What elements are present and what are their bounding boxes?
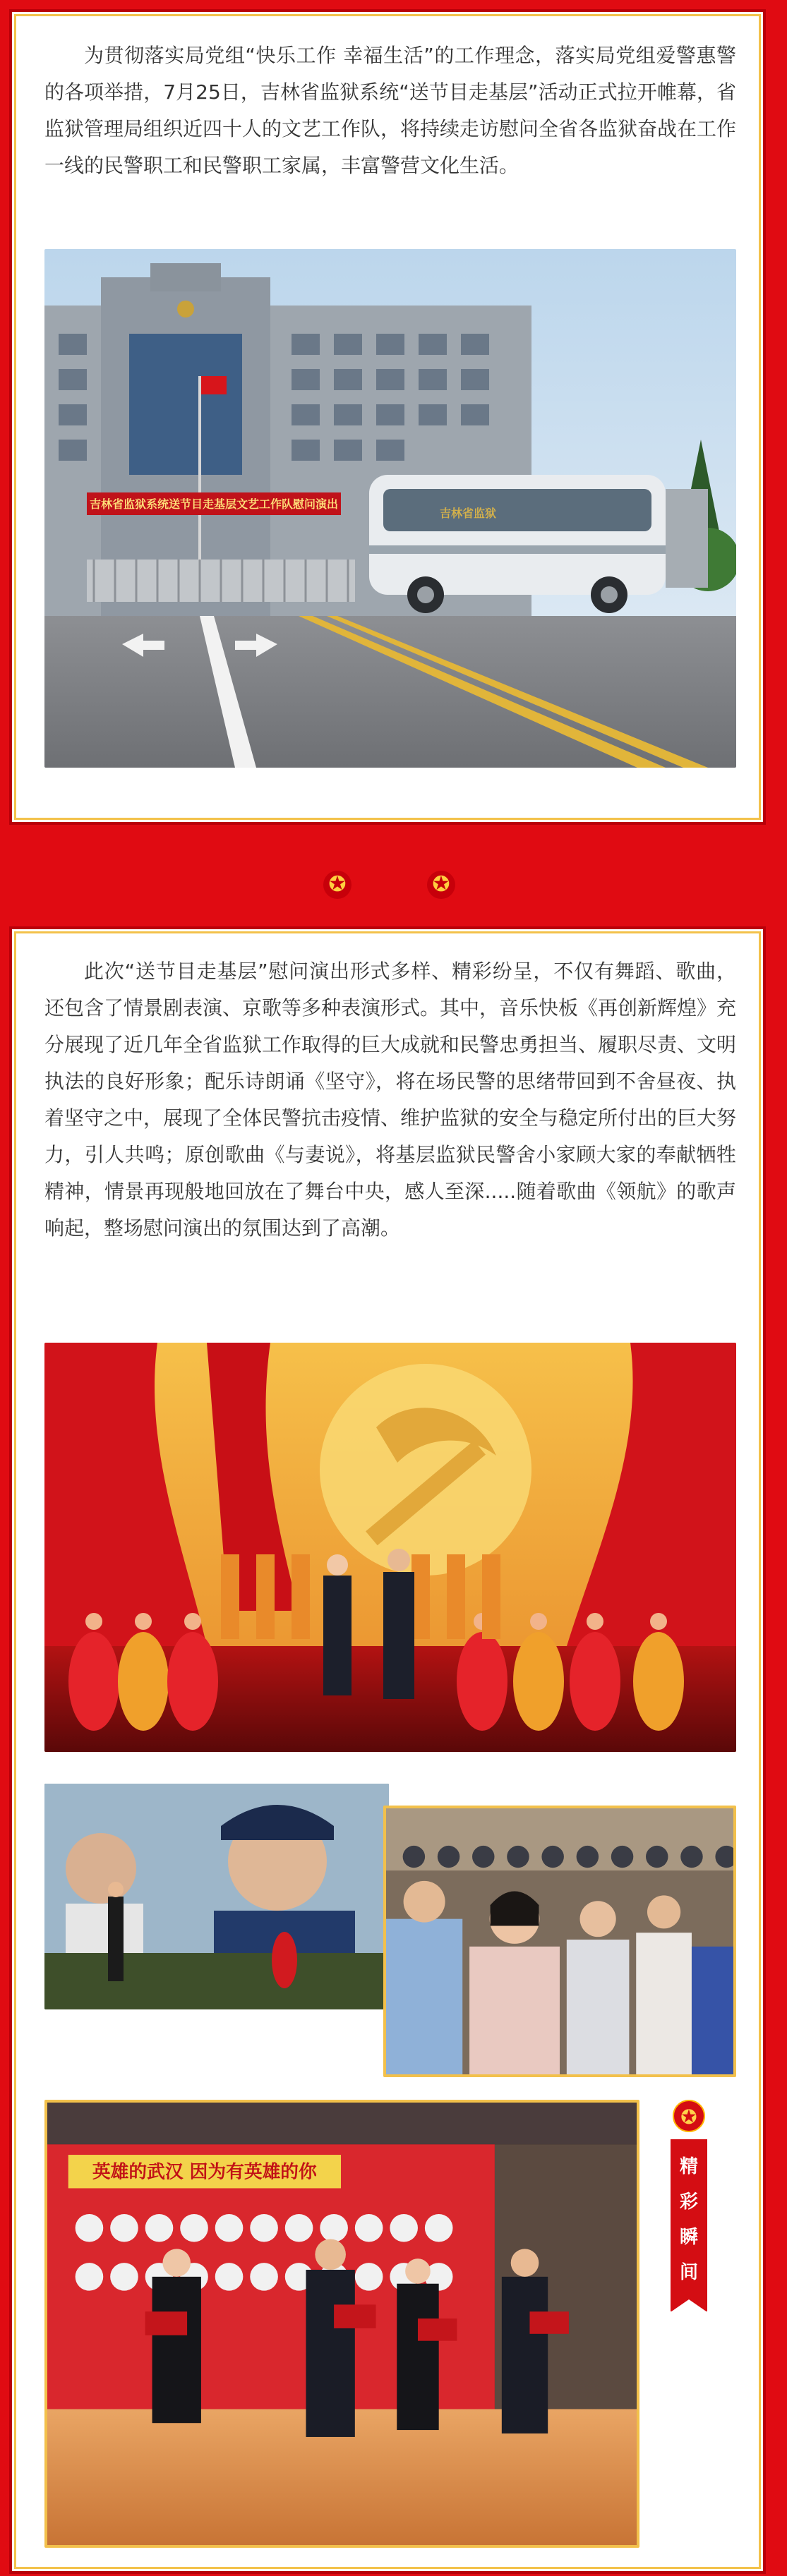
prison-building-bus-photo xyxy=(44,249,736,768)
stage-dance-photo xyxy=(44,1343,736,1752)
highlight-char: 瞬 xyxy=(679,2227,698,2248)
star-icon: ✪ xyxy=(673,2100,705,2132)
section-divider xyxy=(0,871,787,899)
recital-banner-text: 英雄的武汉 因为有英雄的你 xyxy=(92,2161,317,2183)
intro-card xyxy=(14,14,761,820)
highlight-char: 精 xyxy=(679,2156,698,2177)
star-icon: ✪ xyxy=(427,871,455,899)
recital-stage-photo xyxy=(44,2100,639,2548)
star-icon: ✪ xyxy=(323,871,352,899)
audience-photo xyxy=(383,1806,736,2077)
bus-photo-banner-text: 吉林省监狱系统送节目走基层文艺工作队慰问演出 xyxy=(89,497,339,511)
detail-card xyxy=(14,931,761,2569)
highlight-label xyxy=(671,2139,707,2311)
highlight-char: 间 xyxy=(679,2262,698,2283)
bus-side-text: 吉林省监狱 xyxy=(440,507,497,520)
highlight-char: 彩 xyxy=(679,2191,698,2213)
highlight-tag xyxy=(668,2100,710,2311)
detail-paragraph: 此次“送节目走基层”慰问演出形式多样、精彩纷呈，不仅有舞蹈、歌曲，还包含了情景剧表演、京歌等多种表演形式。其中，音乐快板《再创新辉煌》充分展现了近几年全省监狱工作取得的巨大成就和民警忠勇担当、履职尽责、文明执法的良好形象；配乐诗朗诵《坚守》，将在场民警的思绪带回到不舍昼夜、执着坚守之中，展现了全体民警抗击疫情、维护监狱的安全与稳定所付出的巨大努力，引人共鸣；原创歌曲《与妻说》，将基层监狱民警舍小家顾大家的奉献牺牲精神，情景再现般地回放在了舞台中央，感人至深.....随着歌曲《领航》的歌声响起，整场慰问演出的氛围达到了高潮。 xyxy=(44,960,737,1240)
intro-paragraph: 为贯彻落实局党组“快乐工作 幸福生活”的工作理念，落实局党组爱警惠警的各项举措，7月25日，吉林省监狱系统“送节目走基层”活动正式拉开帷幕，省监狱管理局组织近四十人的文艺工作队，将持续走访慰问全省各监狱奋战在工作一线的民警职工和民警职工家属，丰富警营文化生活。 xyxy=(44,44,737,177)
singer-screen-photo xyxy=(44,1784,389,2009)
